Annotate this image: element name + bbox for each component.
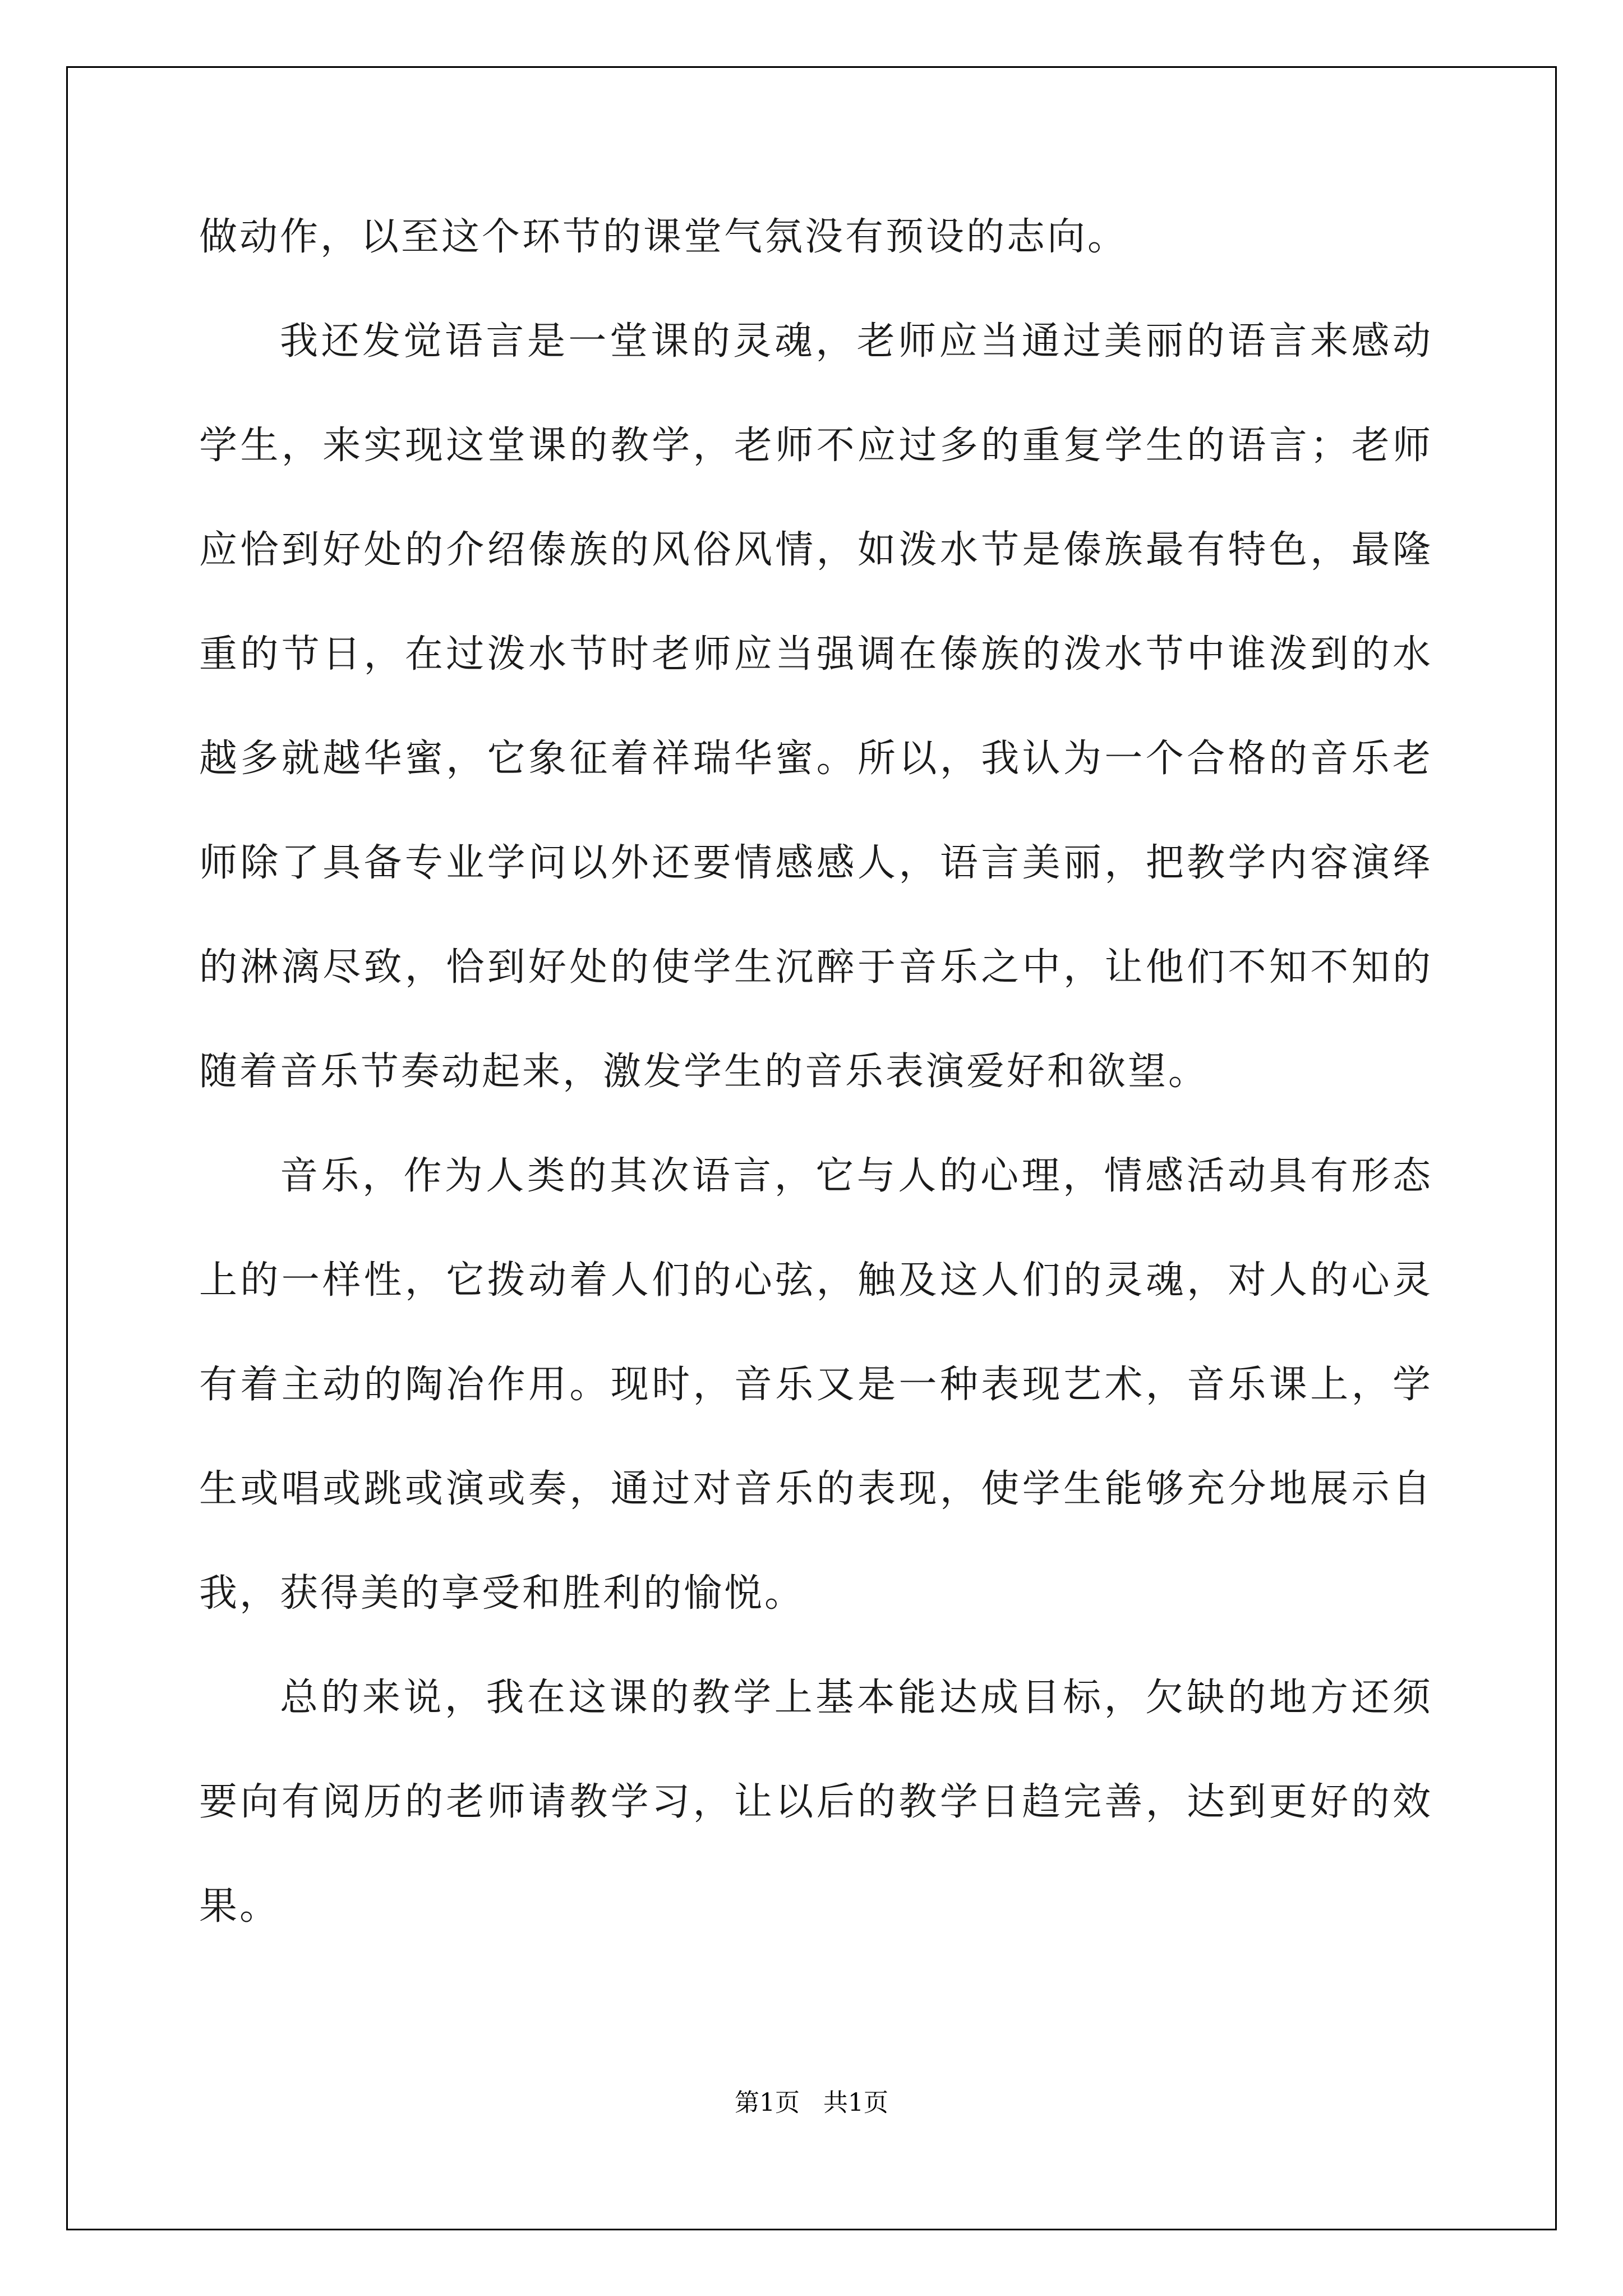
paragraph-1: 做动作，以至这个环节的课堂气氛没有预设的志向。 (199, 215, 1128, 259)
page-number-total: 共1页 (823, 2088, 888, 2117)
paragraph-3: 音乐，作为人类的其次语言，它与人的心理，情感活动具有形态上的一样性，它拨动着人们的心弦，触及这人们的灵魂，对人的心灵有着主动的陶冶作用。现时，音乐又是一种表现艺术，音乐课上，学生或唱或跳或演或奏，通过对音乐的表现，使学生能够充分地展示自我，获得美的享受和胜利的愉悦。 (199, 1154, 1433, 1616)
page-footer (0, 2082, 1623, 2118)
page-number-current: 第1页 (735, 2088, 800, 2117)
document-body (199, 185, 1433, 1959)
paragraph-2: 我还发觉语言是一堂课的灵魂，老师应当通过美丽的语言来感动学生，来实现这堂课的教学，老师不应过多的重复学生的语言；老师应恰到好处的介绍傣族的风俗风情，如泼水节是傣族最有特色，最隆重的节日，在过泼水节时老师应当强调在傣族的泼水节中谁泼到的水越多就越华蜜，它象征着祥瑞华蜜。所以，我认为一个合格的音乐老师除了具备专业学问以外还要情感感人，语言美丽，把教学内容演绎的淋漓尽致，恰到好处的使学生沉醉于音乐之中，让他们不知不知的随着音乐节奏动起来，激发学生的音乐表演爱好和欲望。 (199, 319, 1433, 1094)
paragraph-4: 总的来说，我在这课的教学上基本能达成目标，欠缺的地方还须要向有阅历的老师请教学习，让以后的教学日趋完善，达到更好的效果。 (199, 1676, 1433, 1929)
